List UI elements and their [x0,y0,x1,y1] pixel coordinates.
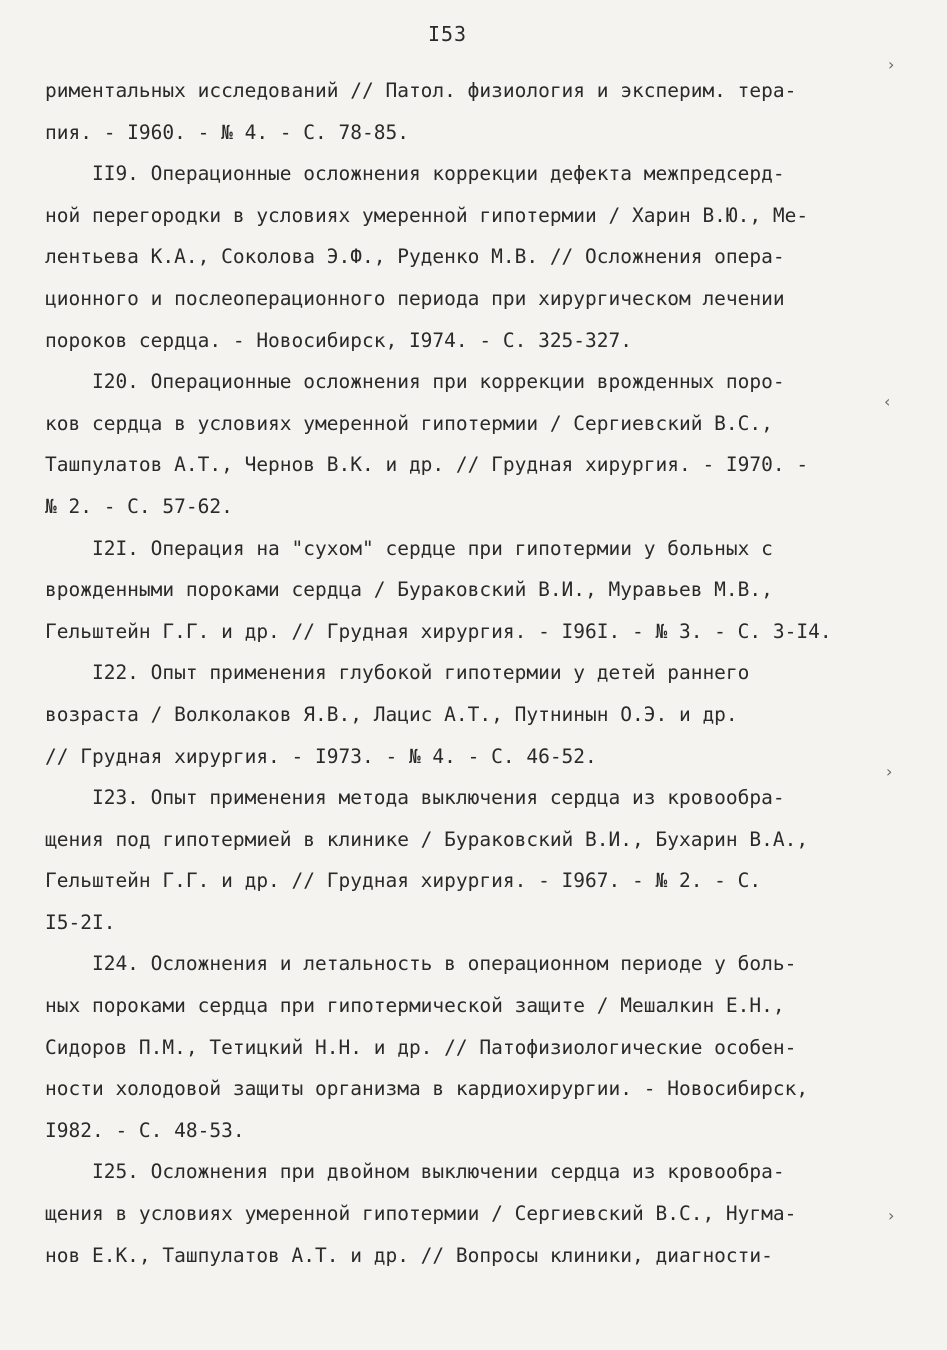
text-line: // Грудная хирургия. - I973. - № 4. - С. 46-52. [45,744,597,768]
text-line: щения под гипотермией в клинике / Бураковский В.И., Бухарин В.А., [45,827,809,851]
text-line: Ташпулатов А.Т., Чернов В.К. и др. // Грудная хирургия. - I970. - [45,453,809,477]
text-line: Гельштейн Г.Г. и др. // Грудная хирургия. - I967. - № 2. - С. [45,869,762,893]
text-line: пороков сердца. - Новосибирск, I974. - С. 325-327. [45,328,632,352]
scan-mark-icon: ‹ [884,392,891,411]
text-line: ности холодовой защиты организма в кардиохирургии. - Новосибирск, [45,1077,809,1101]
text-line: врожденными пороками сердца / Бураковский В.И., Муравьев М.В., [45,578,773,602]
scan-mark-icon: › [888,55,895,74]
text-line: лентьева К.А., Соколова Э.Ф., Руденко М.В. // Осложнения опера- [45,245,785,269]
text-line: I22. Опыт применения глубокой гипотермии у детей раннего [45,661,750,685]
text-line: I23. Опыт применения метода выключения сердца из кровообра- [45,786,785,810]
text-line: I24. Осложнения и летальность в операционном периоде у боль- [45,952,797,976]
text-line: № 2. - С. 57-62. [45,494,233,518]
text-line: пия. - I960. - № 4. - С. 78-85. [45,120,409,144]
text-line: щения в условиях умеренной гипотермии / Сергиевский В.С., Нугма- [45,1202,797,1226]
scan-mark-icon: › [886,762,893,781]
bibliography-text [45,70,905,1276]
text-line: II9. Операционные осложнения коррекции дефекта межпредсерд- [45,162,785,186]
scan-mark-icon: › [888,1206,895,1225]
text-line: ков сердца в условиях умеренной гипотермии / Сергиевский В.С., [45,411,773,435]
text-line: I5-2I. [45,910,116,934]
text-line: риментальных исследований // Патол. физиология и эксперим. тера- [45,79,797,102]
text-line: I25. Осложнения при двойном выключении сердца из кровообра- [45,1160,785,1184]
text-line: I982. - С. 48-53. [45,1118,245,1142]
text-line: ных пороками сердца при гипотермической защите / Мешалкин Е.Н., [45,994,785,1018]
text-line: Гельштейн Г.Г. и др. // Грудная хирургия. - I96I. - № 3. - С. 3-I4. [45,619,832,643]
text-line: I2I. Операция на "сухом" сердце при гипотермии у больных с [45,536,773,560]
text-line: Сидоров П.М., Тетицкий Н.Н. и др. // Патофизиологические особен- [45,1035,797,1059]
text-line: I20. Операционные осложнения при коррекции врожденных поро- [45,370,785,394]
text-line: ционного и послеоперационного периода при хирургическом лечении [45,286,785,310]
page-number: I53 [427,22,468,46]
text-line: возраста / Волколаков Я.В., Лацис А.Т., Путнинын О.Э. и др. [45,702,738,726]
text-line: ной перегородки в условиях умеренной гипотермии / Харин В.Ю., Ме- [45,203,809,227]
text-line: нов Е.К., Ташпулатов А.Т. и др. // Вопросы клиники, диагности- [45,1243,773,1267]
